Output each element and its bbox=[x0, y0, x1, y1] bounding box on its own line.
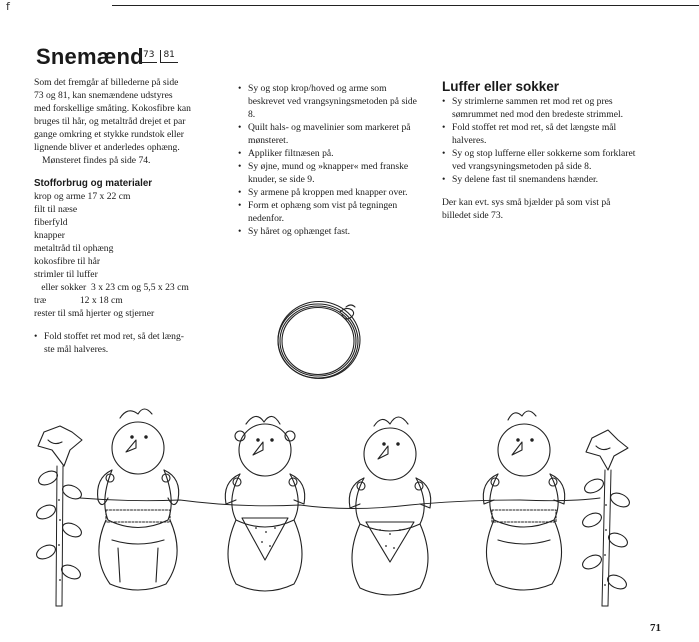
material-item: knapper bbox=[34, 230, 65, 241]
instruction-item: • Sy og stop lufferne eller sokkerne som forklaret ved vrangsyningsmetoden på side 8. bbox=[442, 147, 638, 173]
material-item: krop og arme 17 x 22 cm bbox=[34, 191, 131, 202]
instruction-item: • Appliker filtnæsen på. bbox=[238, 147, 424, 160]
intro-line: lignende bliver et anderledes ophæng. bbox=[34, 142, 180, 153]
instruction-item: • Sy øjne, mund og »knapper« med franske knuder, se side 9. bbox=[238, 160, 424, 186]
material-item: træ 12 x 18 cm bbox=[34, 295, 123, 306]
instruction-item: • Fold stoffet ret mod ret, så det længste mål halveres. bbox=[442, 121, 638, 147]
material-item: eller sokker 3 x 23 cm og 5,5 x 23 cm bbox=[34, 282, 189, 293]
material-item: kokosfibre til hår bbox=[34, 256, 101, 267]
corner-mark: f bbox=[6, 0, 10, 13]
wire-hanger-drawing bbox=[278, 302, 360, 379]
page-title: Snemænd bbox=[36, 44, 144, 69]
garland-string bbox=[80, 498, 600, 509]
instruction-item: • Fold stoffet ret mod ret, så det læng- ste mål halveres. bbox=[34, 330, 226, 356]
intro-line: Som det fremgår af billederne på side bbox=[34, 77, 179, 88]
snowman-2 bbox=[225, 416, 304, 591]
intro-line: gange omkring et stykke rundstok eller bbox=[34, 129, 185, 140]
instruction-item: • Sy delene fast til snemandens hænder. bbox=[442, 173, 638, 186]
intro-line: med forskellige småting. Kokosfibre kan bbox=[34, 103, 191, 114]
page-ref-73: 73 bbox=[140, 50, 157, 63]
material-item: rester til små hjerter og stjerner bbox=[34, 308, 155, 319]
material-item: strimler til luffer bbox=[34, 269, 98, 280]
instruction-item: • Sy armene på kroppen med knapper over. bbox=[238, 186, 424, 199]
material-item: filt til næse bbox=[34, 204, 78, 215]
intro-pattern-ref: Mønsteret findes på side 74. bbox=[42, 155, 151, 166]
instruction-item: • Quilt hals- og mavelinier som markeret på mønsteret. bbox=[238, 121, 424, 147]
right-star-stick bbox=[580, 430, 631, 606]
instruction-item: • Sy og stop krop/hoved og arme som beskrevet ved vrangsyningsmetoden på side 8. bbox=[238, 82, 424, 121]
bells-note: Der kan evt. sys små bjælder på som vist på billedet side 73. bbox=[442, 197, 611, 221]
intro-line: 73 og 81, kan snemændene udstyres bbox=[34, 90, 173, 101]
material-item: fiberfyld bbox=[34, 217, 68, 228]
instruction-item: • Form et ophæng som vist på tegningen nedenfor. bbox=[238, 199, 424, 225]
snowman-3 bbox=[349, 417, 430, 595]
page-ref-81: 81 bbox=[160, 50, 177, 63]
materials-heading: Stofforbrug og materialer bbox=[34, 178, 153, 189]
intro-line: bruges til hår, og metaltråd drejet et par bbox=[34, 116, 186, 127]
left-star-stick bbox=[34, 426, 83, 606]
section-heading-mittens: Luffer eller sokker bbox=[442, 79, 560, 94]
material-item: metaltråd til ophæng bbox=[34, 243, 114, 254]
instruction-item: • Sy strimlerne sammen ret mod ret og pres sømrummet ned mod den bredeste strimmel. bbox=[442, 95, 638, 121]
instruction-item: • Sy håret og ophænget fast. bbox=[238, 225, 424, 238]
page-number: 71 bbox=[650, 622, 661, 634]
